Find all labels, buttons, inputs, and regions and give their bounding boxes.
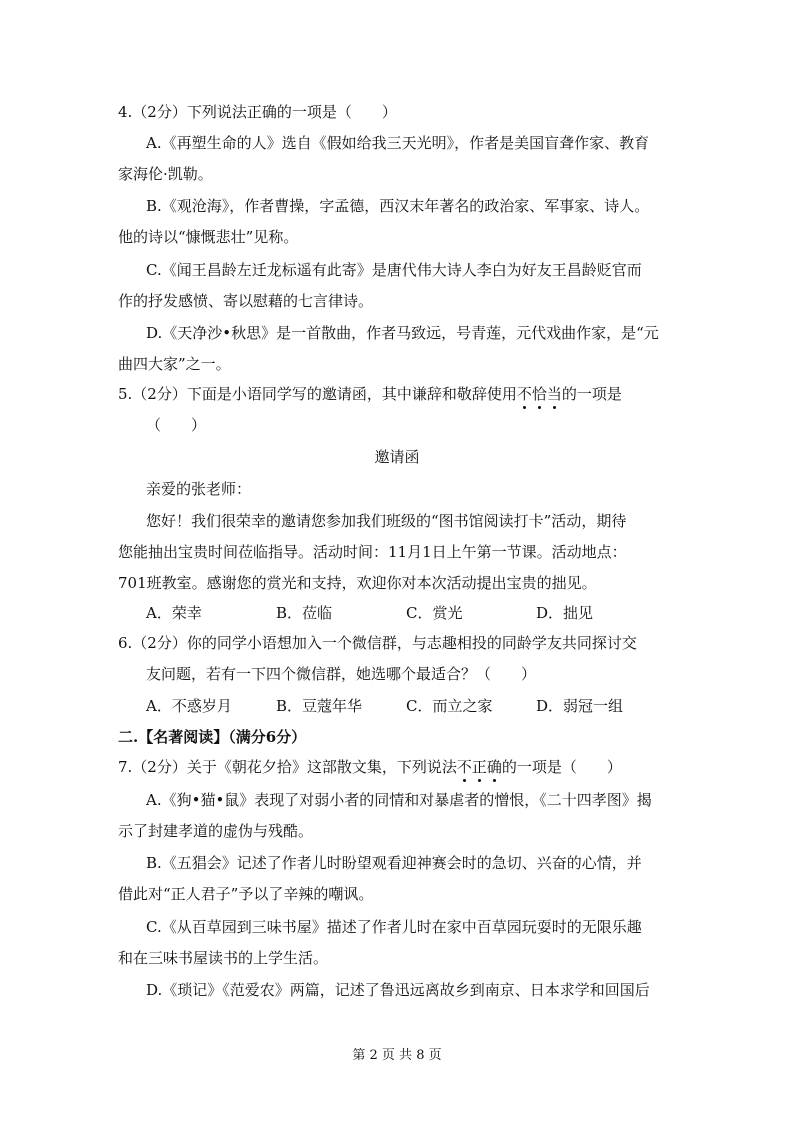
q6-option-a: A．不惑岁月 [146, 697, 232, 715]
q5-stem: 5.（2分）下面是小语同学写的邀请函，其中谦辞和敬辞使用不恰当的一项是 [118, 385, 622, 403]
q6-options [146, 696, 666, 716]
q5-option-b: B．莅临 [276, 604, 333, 622]
q4-option-a-cont: 家海伦·凯勒。 [118, 165, 213, 183]
q6-option-d: D．弱冠一组 [536, 697, 624, 715]
letter-body-1: 您好！我们很荣幸的邀请您参加我们班级的“图书馆阅读打卡”活动，期待 [146, 512, 627, 530]
q4-option-d: D.《天净沙•秋思》是一首散曲，作者马致远，号青莲，元代戏曲作家，是“元 [146, 324, 659, 342]
q4-option-b: B.《观沧海》，作者曹操，字孟德，西汉末年著名的政治家、军事家、诗人。 [146, 197, 650, 215]
q4-option-c: C.《闻王昌龄左迁龙标遥有此寄》是唐代伟大诗人李白为好友王昌龄贬官而 [146, 261, 642, 279]
q4-stem: 4.（2分）下列说法正确的一项是（ ） [118, 103, 397, 121]
q7-option-d: D.《琐记》《范爱农》两篇，记述了鲁迅远离故乡到南京、日本求学和回国后 [146, 981, 650, 999]
page-number: 第 2 页 共 8 页 [352, 1048, 442, 1063]
q6-stem-cont: 友问题，若有一下四个微信群，她选哪个最适合？（ ） [146, 665, 537, 683]
q5-options [146, 603, 666, 623]
q5-option-d: D．拙见 [536, 604, 594, 622]
q4-option-a: A.《再塑生命的人》选自《假如给我三天光明》，作者是美国盲聋作家、教育 [146, 134, 650, 152]
letter-greeting: 亲爱的张老师： [146, 480, 252, 498]
q7-stem: 7.（2分）关于《朝花夕拾》这部散文集，下列说法不正确的一项是（ ） [118, 758, 622, 776]
q7-option-b-cont: 借此对“正人君子”予以了辛辣的嘲讽。 [118, 885, 374, 903]
q5-option-c: C．赏光 [406, 604, 463, 622]
q7-option-c: C.《从百草园到三味书屋》描述了作者儿时在家中百草园玩耍时的无限乐趣 [146, 918, 642, 936]
q6-stem: 6.（2分）你的同学小语想加入一个微信群，与志趣相投的同龄学友共同探讨交 [118, 634, 637, 652]
q4-option-c-cont: 作的抒发感愤、寄以慰藉的七言律诗。 [118, 292, 374, 310]
q4-option-b-cont: 他的诗以“慷慨悲壮”见称。 [118, 228, 299, 246]
q6-option-c: C．而立之家 [406, 697, 493, 715]
q7-option-c-cont: 和在三味书屋读书的上学生活。 [118, 949, 329, 967]
q7-option-b: B.《五猖会》记述了作者儿时盼望观看迎神赛会时的急切、兴奋的心情，并 [146, 854, 642, 872]
q7-option-a-cont: 示了封建孝道的虚伪与残酷。 [118, 822, 314, 840]
q7-option-a: A.《狗•猫•鼠》表现了对弱小者的同情和对暴虐者的憎恨，《二十四孝图》揭 [146, 791, 652, 809]
q6-option-b: B．豆蔻年华 [276, 697, 363, 715]
q5-answer-paren: （ ） [146, 416, 207, 434]
letter-body-2: 您能抽出宝贵时间莅临指导。活动时间：11月1日上午第一节课。活动地点： [118, 543, 627, 561]
q5-option-a: A．荣幸 [146, 604, 202, 622]
q4-option-d-cont: 曲四大家”之一。 [118, 355, 231, 373]
section-heading: 二.【名著阅读】（满分6分） [118, 728, 307, 746]
letter-title: 邀请函 [374, 448, 420, 466]
letter-body-3: 701班教室。感谢您的赏光和支持，欢迎你对本次活动提出宝贵的拙见。 [118, 574, 597, 592]
